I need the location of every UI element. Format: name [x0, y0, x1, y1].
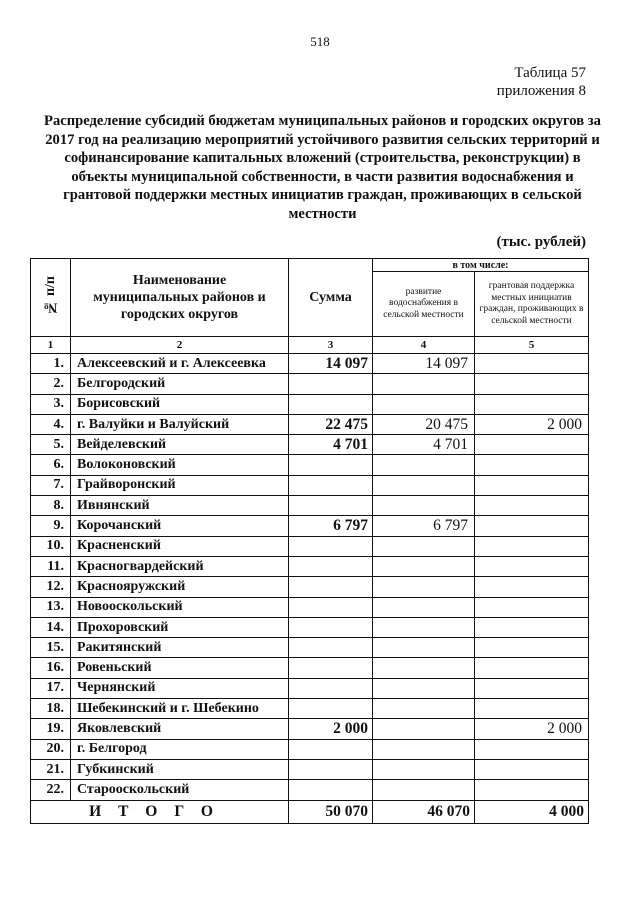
- row-grant: [475, 780, 589, 800]
- row-water: 6 797: [373, 516, 475, 536]
- row-number: 11.: [31, 556, 71, 576]
- row-grant: [475, 638, 589, 658]
- row-grant: [475, 536, 589, 556]
- row-number: 8.: [31, 496, 71, 516]
- row-number: 19.: [31, 719, 71, 739]
- district-name: Красненский: [71, 536, 289, 556]
- row-sum: [289, 597, 373, 617]
- row-water: [373, 617, 475, 637]
- row-sum: [289, 739, 373, 759]
- row-grant: [475, 354, 589, 374]
- row-number: 16.: [31, 658, 71, 678]
- table-row: [31, 638, 589, 658]
- row-number: 9.: [31, 516, 71, 536]
- table-row: [31, 719, 589, 739]
- row-number: 14.: [31, 617, 71, 637]
- column-number-row: [31, 337, 589, 354]
- row-grant: [475, 475, 589, 495]
- row-grant: [475, 658, 589, 678]
- row-water: [373, 638, 475, 658]
- table-row: [31, 759, 589, 779]
- district-name: Прохоровский: [71, 617, 289, 637]
- row-sum: [289, 699, 373, 719]
- row-grant: [475, 374, 589, 394]
- row-grant: [475, 678, 589, 698]
- row-water: [373, 759, 475, 779]
- row-water: [373, 536, 475, 556]
- header-num-label: № п/п: [42, 275, 58, 315]
- row-sum: [289, 617, 373, 637]
- district-name: Вейделевский: [71, 435, 289, 455]
- row-sum: [289, 759, 373, 779]
- table-row: [31, 374, 589, 394]
- header-water: развитие водоснабжения в сельской местности: [373, 272, 475, 337]
- row-grant: [475, 394, 589, 414]
- row-sum: 22 475: [289, 414, 373, 434]
- table-row: [31, 516, 589, 536]
- row-water: [373, 394, 475, 414]
- district-name: Красногвардейский: [71, 556, 289, 576]
- row-sum: [289, 678, 373, 698]
- row-number: 22.: [31, 780, 71, 800]
- district-name: Краснояружский: [71, 577, 289, 597]
- table-row: [31, 354, 589, 374]
- row-water: 20 475: [373, 414, 475, 434]
- row-grant: [475, 435, 589, 455]
- row-sum: [289, 780, 373, 800]
- header-grant: грантовая поддержка местных инициатив граждан, проживающих в сельской местности: [475, 272, 589, 337]
- row-number: 3.: [31, 394, 71, 414]
- district-name: Чернянский: [71, 678, 289, 698]
- total-sum: 50 070: [289, 800, 373, 823]
- row-number: 20.: [31, 739, 71, 759]
- district-name: Яковлевский: [71, 719, 289, 739]
- row-sum: 6 797: [289, 516, 373, 536]
- table-header-row: [31, 259, 589, 272]
- district-name: Ровеньский: [71, 658, 289, 678]
- subsidy-table: [30, 258, 589, 824]
- row-water: [373, 699, 475, 719]
- row-number: 13.: [31, 597, 71, 617]
- row-number: 18.: [31, 699, 71, 719]
- row-grant: [475, 617, 589, 637]
- row-grant: 2 000: [475, 414, 589, 434]
- row-sum: [289, 374, 373, 394]
- row-number: 5.: [31, 435, 71, 455]
- row-grant: [475, 759, 589, 779]
- row-water: [373, 780, 475, 800]
- row-number: 4.: [31, 414, 71, 434]
- table-caption: [497, 64, 586, 100]
- row-grant: [475, 516, 589, 536]
- table-row: [31, 577, 589, 597]
- district-name: Грайворонский: [71, 475, 289, 495]
- row-water: [373, 455, 475, 475]
- table-body: [31, 354, 589, 801]
- district-name: Борисовский: [71, 394, 289, 414]
- row-sum: [289, 455, 373, 475]
- row-sum: [289, 496, 373, 516]
- table-row: [31, 536, 589, 556]
- row-water: [373, 678, 475, 698]
- district-name: Шебекинский и г. Шебекино: [71, 699, 289, 719]
- table-row: [31, 678, 589, 698]
- table-row: [31, 658, 589, 678]
- district-name: Губкинский: [71, 759, 289, 779]
- row-number: 12.: [31, 577, 71, 597]
- table-row: [31, 496, 589, 516]
- row-sum: [289, 658, 373, 678]
- district-name: Новооскольский: [71, 597, 289, 617]
- table-row: [31, 475, 589, 495]
- district-name: г. Валуйки и Валуйский: [71, 414, 289, 434]
- row-grant: [475, 496, 589, 516]
- caption-appendix: приложения 8: [496, 83, 586, 99]
- row-grant: 2 000: [475, 719, 589, 739]
- caption-table-number: Таблица 57: [514, 65, 586, 81]
- total-grant: 4 000: [475, 800, 589, 823]
- table-row: [31, 556, 589, 576]
- row-grant: [475, 699, 589, 719]
- table-row: [31, 699, 589, 719]
- row-sum: [289, 577, 373, 597]
- table-row: [31, 435, 589, 455]
- row-sum: [289, 638, 373, 658]
- row-sum: 2 000: [289, 719, 373, 739]
- table-row: [31, 394, 589, 414]
- row-grant: [475, 739, 589, 759]
- table-row: [31, 597, 589, 617]
- table-row: [31, 414, 589, 434]
- row-grant: [475, 455, 589, 475]
- row-number: 7.: [31, 475, 71, 495]
- row-water: [373, 597, 475, 617]
- row-water: [373, 719, 475, 739]
- district-name: г. Белгород: [71, 739, 289, 759]
- column-number: 3: [289, 337, 373, 354]
- table-row: [31, 617, 589, 637]
- row-water: [373, 556, 475, 576]
- district-name: Старооскольский: [71, 780, 289, 800]
- row-water: [373, 577, 475, 597]
- document-title: Распределение субсидий бюджетам муниципальных районов и городских округов за 2017 год на реализацию мероприятий устойчивого развития сельских территорий и софинансирование капитальных вложений (строительства, реконструкции) в объекты муниципальной собственности, в части развития водоснабжения и грантовой поддержки местных инициатив граждан, проживающих в сельской местности: [44, 113, 601, 222]
- units-label: (тыс. рублей): [496, 234, 586, 250]
- row-water: [373, 374, 475, 394]
- row-sum: [289, 556, 373, 576]
- row-grant: [475, 556, 589, 576]
- row-water: [373, 496, 475, 516]
- total-label: ИТОГО: [31, 800, 289, 823]
- district-name: Белгородский: [71, 374, 289, 394]
- district-name: Ракитянский: [71, 638, 289, 658]
- row-number: 2.: [31, 374, 71, 394]
- row-sum: [289, 394, 373, 414]
- district-name: Алексеевский и г. Алексеевка: [71, 354, 289, 374]
- row-number: 1.: [31, 354, 71, 374]
- row-number: 6.: [31, 455, 71, 475]
- row-grant: [475, 597, 589, 617]
- row-water: [373, 658, 475, 678]
- row-sum: [289, 475, 373, 495]
- row-number: 21.: [31, 759, 71, 779]
- column-number: 5: [475, 337, 589, 354]
- table-row: [31, 455, 589, 475]
- page-number: 518: [310, 34, 330, 49]
- row-number: 15.: [31, 638, 71, 658]
- row-sum: 14 097: [289, 354, 373, 374]
- row-grant: [475, 577, 589, 597]
- header-name: Наименование муниципальных районов и городских округов: [71, 259, 289, 337]
- row-water: [373, 739, 475, 759]
- district-name: Ивнянский: [71, 496, 289, 516]
- district-name: Волоконовский: [71, 455, 289, 475]
- table-row: [31, 780, 589, 800]
- row-sum: 4 701: [289, 435, 373, 455]
- header-num: [31, 259, 71, 337]
- column-number: 4: [373, 337, 475, 354]
- row-number: 10.: [31, 536, 71, 556]
- row-water: 14 097: [373, 354, 475, 374]
- row-water: 4 701: [373, 435, 475, 455]
- column-number: 1: [31, 337, 71, 354]
- district-name: Корочанский: [71, 516, 289, 536]
- header-sum: Сумма: [289, 259, 373, 337]
- column-number: 2: [71, 337, 289, 354]
- row-water: [373, 475, 475, 495]
- row-sum: [289, 536, 373, 556]
- row-number: 17.: [31, 678, 71, 698]
- header-including: в том числе:: [373, 259, 589, 272]
- total-row: [31, 800, 589, 823]
- table-row: [31, 739, 589, 759]
- total-water: 46 070: [373, 800, 475, 823]
